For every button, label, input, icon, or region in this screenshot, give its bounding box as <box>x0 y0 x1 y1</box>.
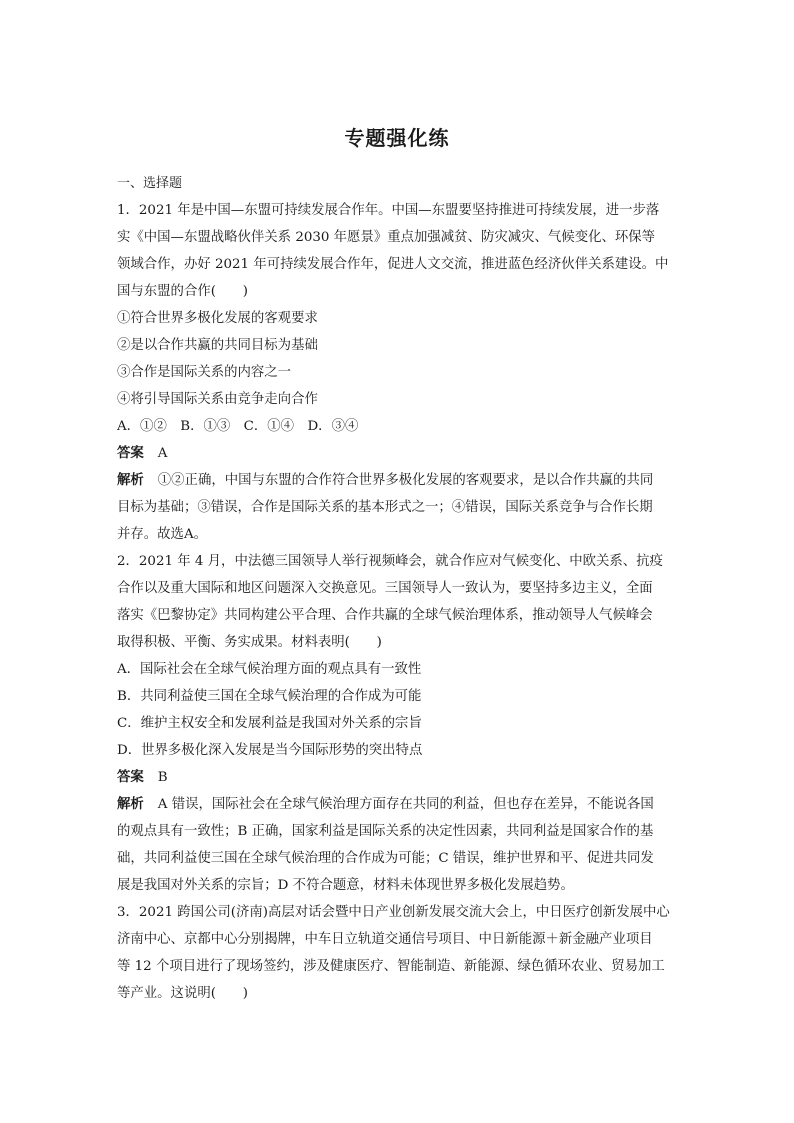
question-3 <box>117 899 682 1007</box>
question-2-line: 取得积极、平衡、务实成果。材料表明( ) <box>117 635 382 650</box>
question-2-option: D．世界多极化深入发展是当今国际形势的突出特点 <box>117 743 423 758</box>
answer-value: A <box>157 446 168 461</box>
question-1-answer <box>117 440 682 467</box>
section-heading: 一、选择题 <box>117 176 183 191</box>
question-1-option: ①符合世界多极化发展的客观要求 <box>117 311 318 326</box>
question-2-option: A．国际社会在全球气候治理方面的观点具有一致性 <box>117 662 422 677</box>
analysis-text: 础，共同利益使三国在全球气候治理的合作成为可能；C 错误，维护世界和平、促进共同发 <box>117 851 654 866</box>
question-2-line: 2．2021 年 4 月，中法德三国领导人举行视频峰会，就合作应对气候变化、中欧关系、抗疫 <box>117 554 663 569</box>
question-2-answer <box>117 764 682 791</box>
question-3-line: 济南中心、京都中心分别揭牌，中车日立轨道交通信号项目、中日新能源＋新金融产业项目 <box>117 932 653 947</box>
analysis-text: 目标为基础；③错误，合作是国际关系的基本形式之一；④错误，国际关系竞争与合作长期 <box>117 500 653 515</box>
analysis-label: 解析 <box>117 797 144 812</box>
question-1-line: 领域合作，办好 2021 年可持续发展合作年，促进人文交流，推进蓝色经济伙伴关系建设。中 <box>117 257 669 272</box>
question-1 <box>117 197 682 548</box>
question-3-line: 等 12 个项目进行了现场签约，涉及健康医疗、智能制造、新能源、绿色循环农业、贸易加工 <box>117 959 665 974</box>
question-2-line: 合作以及重大国际和地区问题深入交换意见。三国领导人一致认为，要坚持多边主义，全面 <box>117 581 653 596</box>
question-2-line: 落实《巴黎协定》共同构建公平合理、合作共赢的全球气候治理体系，推动领导人气候峰会 <box>117 608 653 623</box>
question-1-line: 国与东盟的合作( ) <box>117 284 248 299</box>
question-1-option: ③合作是国际关系的内容之一 <box>117 365 292 380</box>
question-1-line: 实《中国—东盟战略伙伴关系 2030 年愿景》重点加强减贫、防灾减灾、气候变化、环保等 <box>117 230 656 245</box>
analysis-label: 解析 <box>117 473 144 488</box>
answer-value: B <box>157 770 168 785</box>
question-1-line: 1．2021 年是中国—东盟可持续发展合作年。中国—东盟要坚持推进可持续发展，进一步落 <box>117 203 660 218</box>
question-1-option: ②是以合作共赢的共同目标为基础 <box>117 338 318 353</box>
answer-label: 答案 <box>117 446 144 461</box>
question-2 <box>117 548 682 899</box>
analysis-text: ①②正确，中国与东盟的合作符合世界多极化发展的客观要求，是以合作共赢的共同 <box>157 473 654 488</box>
analysis-text: A 错误，国际社会在全球气候治理方面存在共同的利益，但也存在差异，不能说各国 <box>157 797 654 812</box>
question-3-line: 等产业。这说明( ) <box>117 986 248 1001</box>
question-1-option: ④将引导国际关系由竞争走向合作 <box>117 392 318 407</box>
question-3-line: 3．2021 跨国公司(济南)高层对话会暨中日产业创新发展交流大会上，中日医疗创新发展中心 <box>117 905 670 920</box>
document-body <box>117 170 682 1007</box>
analysis-text: 的观点具有一致性；B 正确，国家利益是国际关系的决定性因素，共同利益是国家合作的基 <box>117 824 654 839</box>
question-2-option: B．共同利益使三国在全球气候治理的合作成为可能 <box>117 689 422 704</box>
answer-label: 答案 <box>117 770 144 785</box>
question-1-analysis <box>117 467 682 494</box>
question-1-choices: A．①② B．①③ C．①④ D．③④ <box>117 419 359 434</box>
page-title: 专题强化练 <box>344 126 450 150</box>
analysis-text: 并存。故选A。 <box>117 527 208 542</box>
analysis-text: 展是我国对外关系的宗旨；D 不符合题意，材料未体现世界多极化发展趋势。 <box>117 878 574 893</box>
question-2-option: C．维护主权安全和发展利益是我国对外关系的宗旨 <box>117 716 422 731</box>
question-2-analysis <box>117 791 682 818</box>
